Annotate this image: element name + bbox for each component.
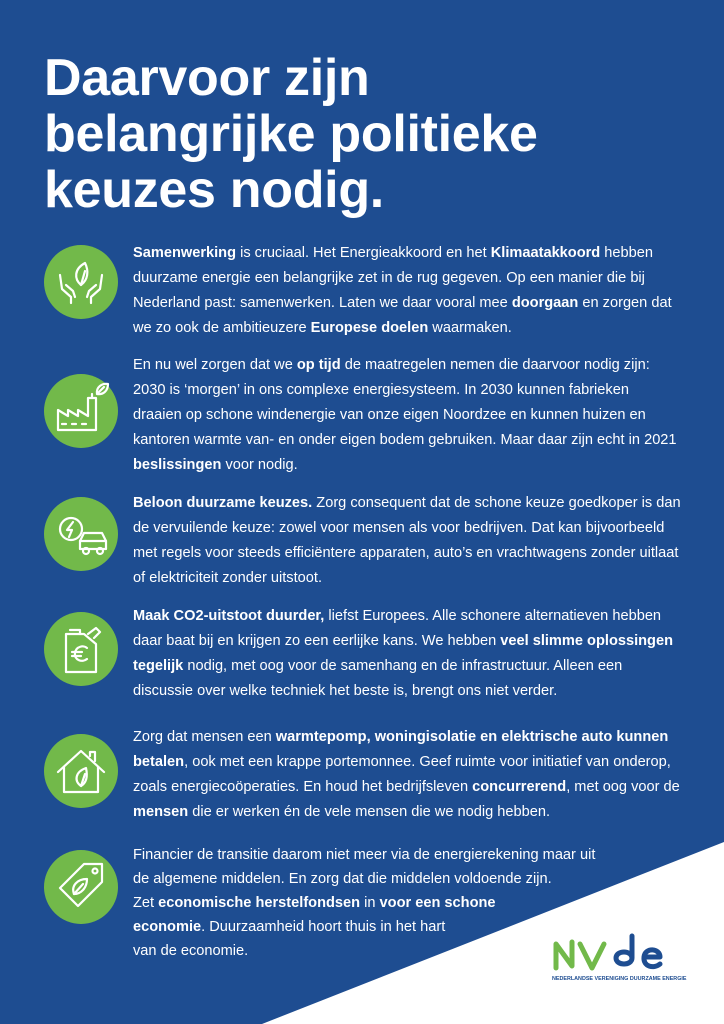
text-run: , ook met een krappe portemonnee. Geef ruimte voor initiatief van onderop, — [184, 754, 671, 770]
house-leaf-icon — [44, 734, 118, 808]
page-title — [44, 50, 684, 218]
item-3-text — [133, 491, 693, 591]
bold-run: mensen — [133, 804, 189, 820]
text-run: de vervuilende keuze: zowel voor mensen als voor bedrijven. Dat kan bijvoorbeeld — [133, 520, 665, 536]
text-run: of elektriciteit zonder uitstoot. — [133, 570, 322, 586]
bold-run: beslissingen — [133, 457, 222, 473]
text-line — [133, 516, 693, 541]
text-run: kantoren warmte van- en onder eigen bodem gebruiken. Maar daar zijn echt in 2021 — [133, 432, 677, 448]
text-line — [133, 453, 693, 478]
text-run: En nu wel zorgen dat we — [133, 357, 297, 373]
text-run: en zorgen dat — [578, 295, 672, 311]
text-line — [133, 316, 693, 341]
text-run: Zet — [133, 895, 159, 911]
bold-run: tegelijk — [133, 658, 184, 674]
text-line — [133, 891, 633, 915]
text-line — [133, 843, 633, 867]
text-line — [133, 266, 693, 291]
text-run: in — [360, 895, 380, 911]
text-run: Financier de transitie daarom niet meer via de energierekening maar uit — [133, 847, 596, 863]
title-line-1: Daarvoor zijn — [44, 49, 370, 107]
bold-run: doorgaan — [511, 295, 579, 311]
text-line — [133, 291, 693, 316]
text-line — [133, 378, 693, 403]
hands-leaf-icon — [44, 245, 118, 319]
nvde-logo — [548, 930, 698, 988]
text-run: Zorg dat mensen een — [133, 729, 276, 745]
text-run: Nederland past: samenwerken. Laten we daar vooral mee — [133, 295, 512, 311]
text-line — [133, 800, 693, 825]
text-line — [133, 775, 693, 800]
bold-run: betalen — [133, 754, 185, 770]
bold-run: op tijd — [296, 357, 341, 373]
text-line — [133, 241, 693, 266]
text-line — [133, 629, 693, 654]
text-line — [133, 541, 693, 566]
text-run: discussie over welke techniek het beste is, brengt ons niet verder. — [133, 683, 558, 699]
text-run: zoals energiecoöperaties. En houd het bedrijfsleven — [133, 779, 473, 795]
price-tag-leaf-icon — [44, 850, 118, 924]
item-4-text — [133, 604, 693, 704]
text-line — [133, 725, 693, 750]
text-run: is cruciaal. Het Energieakkoord en het — [236, 245, 491, 261]
bold-run: veel slimme oplossingen — [500, 633, 674, 649]
text-run: 2030 is ‘morgen’ in ons complexe energiesysteem. In 2030 kunnen fabrieken — [133, 382, 629, 398]
text-run: van de economie. — [133, 943, 249, 959]
text-run: liefst Europees. Alle schonere alternatieven hebben — [324, 608, 662, 624]
text-run: met regels voor steeds efficiëntere apparaten, auto’s en vrachtwagens zonder uitlaat — [133, 545, 679, 561]
text-run: Zorg consequent dat de schone keuze goedkoper is dan — [312, 495, 681, 511]
text-line — [133, 353, 693, 378]
text-line — [133, 403, 693, 428]
text-line — [133, 604, 693, 629]
euro-jerrycan-icon — [44, 612, 118, 686]
text-line — [133, 654, 693, 679]
electric-car-icon — [44, 497, 118, 571]
text-run: de algemene middelen. En zorg dat die middelen voldoende zijn. — [133, 871, 552, 887]
text-run: , met oog voor de — [566, 779, 680, 795]
text-line — [133, 491, 693, 516]
text-run: hebben — [600, 245, 653, 261]
text-run: de maatregelen nemen die daarvoor nodig zijn: — [340, 357, 650, 373]
bold-run: Europese doelen — [310, 320, 429, 336]
text-run: duurzame energie een belangrijke zet in de rug gegeven. Op een manier die bij — [133, 270, 645, 286]
bold-run: Samenwerking — [133, 245, 237, 261]
bold-run: concurrerend — [472, 779, 567, 795]
bold-run: warmtepomp, woningisolatie en elektrische auto kunnen — [275, 729, 669, 745]
title-line-3: keuzes nodig. — [44, 161, 384, 219]
text-run: voor nodig. — [221, 457, 298, 473]
text-run: daar baat bij en krijgen zo een eerlijke kans. We hebben — [133, 633, 501, 649]
text-line — [133, 428, 693, 453]
text-run: waarmaken. — [428, 320, 512, 336]
item-5-text — [133, 725, 693, 825]
bold-run: Beloon duurzame keuzes. — [133, 495, 313, 511]
bold-run: Maak CO2-uitstoot duurder, — [133, 608, 325, 624]
item-2-text — [133, 353, 693, 478]
bold-run: voor een schone — [379, 895, 496, 911]
item-1-text — [133, 241, 693, 341]
factory-leaf-icon — [44, 374, 118, 448]
text-run: we zo ook de ambitieuzere — [133, 320, 311, 336]
text-line — [133, 750, 693, 775]
text-line — [133, 566, 693, 591]
bold-run: Klimaatakkoord — [490, 245, 601, 261]
text-run: nodig, met oog voor de samenhang en de infrastructuur. Alleen een — [183, 658, 623, 674]
bold-run: economische herstelfondsen — [158, 895, 361, 911]
title-line-2: belangrijke politieke — [44, 105, 538, 163]
logo-tagline: NEDERLANDSE VERENIGING DUURZAME ENERGIE — [552, 976, 687, 982]
text-line — [133, 679, 693, 704]
text-run: draaien op schone windenergie van onze eigen Noordzee en kunnen huizen en — [133, 407, 646, 423]
text-run: . Duurzaamheid hoort thuis in het hart — [201, 919, 446, 935]
bold-run: economie — [133, 919, 202, 935]
text-run: die er werken én de vele mensen die we nodig hebben. — [188, 804, 550, 820]
text-line — [133, 867, 633, 891]
